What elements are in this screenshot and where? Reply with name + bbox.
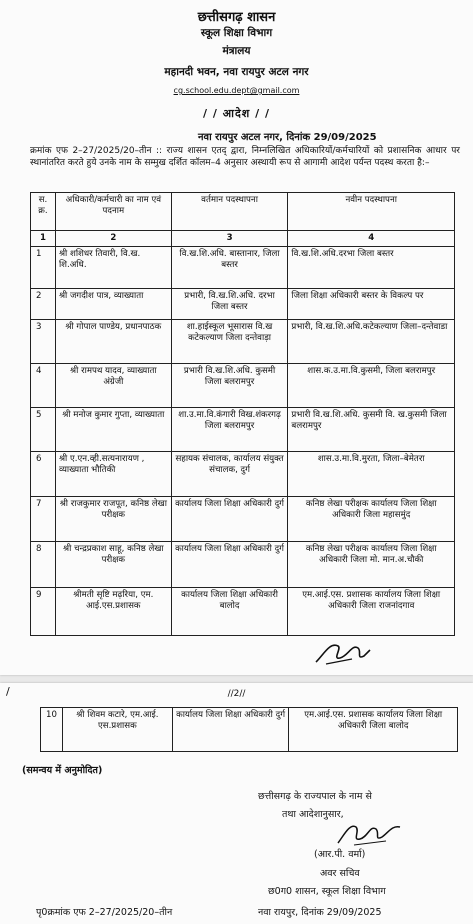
table-row: [31, 452, 455, 497]
serial-cell: 8: [31, 542, 56, 588]
name-cell: श्री रामपथ यादव, व्याख्याता अंग्रेजी: [55, 364, 171, 408]
department-heading: स्कूल शिक्षा विभाग: [200, 27, 273, 39]
order-dateline: नवा रायपुर अटल नगर, दिनांक 29/09/2025: [198, 132, 377, 143]
address-line: महानदी भवन, नवा रायपुर अटल नगर: [164, 66, 309, 78]
header-sr: स. क्र.: [31, 193, 56, 231]
signature-image: [312, 636, 374, 668]
order-line: तथा आदेशानुसार,: [282, 809, 344, 820]
current-posting-cell: कार्यालय जिला शिक्षा अधिकारी दुर्ग: [171, 542, 288, 588]
column-number: 2: [55, 231, 171, 247]
approval-note: (समन्वय में अनुमोदित): [22, 765, 103, 776]
name-cell: श्री शशिधर तिवारी, वि.ख. शि.अधि.: [55, 247, 171, 289]
serial-cell: 7: [31, 497, 56, 542]
serial-cell: 10: [41, 708, 63, 752]
table-row: [31, 542, 455, 588]
current-posting-cell: कार्यालय जिला शिक्षा अधिकारी दुर्ग: [171, 497, 288, 542]
order-body-text: क्रमांक एफ 2–27/2025/20–तीन :: राज्य शासन एतद् द्वारा, निम्नलिखित अधिकारियों/कर्मचारियों को प्रशासनिक आधार पर स्थानांतरित करते हुये उनके नाम के सम्मुख दर्शित कॉलम–4 अनुसार अस्थायी रूप से आगामी आदेश पर्यन्त पदस्थ करता है:–: [30, 146, 460, 168]
name-cell: श्री मनोज कुमार गुप्ता, व्याख्याता: [55, 408, 171, 452]
new-posting-cell: वि.ख.शि.अधि.दरभा जिला बस्तर: [288, 247, 455, 289]
signature-image: [334, 815, 408, 849]
column-number: 1: [31, 231, 56, 247]
serial-cell: 2: [31, 289, 56, 320]
signatory-department: छ0ग0 शासन, स्कूल शिक्षा विभाग: [268, 886, 386, 897]
new-posting-cell: शास.उ.मा.वि.मुरता, जिला–बेमेतरा: [288, 452, 455, 497]
endorsement-number: पृ0क्रमांक एफ 2–27/2025/20–तीन: [36, 907, 173, 918]
table-row: [31, 247, 455, 289]
name-cell: श्री राजकुमार राजपूत, कनिष्ठ लेखा परीक्षक: [55, 497, 171, 542]
current-posting-cell: कार्यालय जिला शिक्षा अधिकारी बालोद: [171, 588, 288, 636]
transfer-table: [30, 192, 455, 636]
name-cell: श्री गोपाल पाण्डेय, प्रधानपाठक: [55, 320, 171, 364]
name-cell: श्रीमती सृष्टि मढ़रिया, एम. आई.एस.प्रशासक: [55, 588, 171, 636]
signatory-post: अवर सचिव: [320, 868, 360, 879]
serial-cell: 9: [31, 588, 56, 636]
page-marker: //2//: [227, 689, 246, 699]
column-number: 3: [171, 231, 288, 247]
table-header-row: [31, 193, 455, 231]
new-posting-cell: कनिष्ठ लेखा परीक्षक कार्यालय जिला शिक्षा अधिकारी जिला मो. मान.अ.चौकी: [288, 542, 455, 588]
email-link[interactable]: cg.school.edu.dept@gmail.com: [173, 86, 300, 95]
name-cell: श्री शिवम कटारे, एम.आई. एस.प्रशासक: [62, 708, 172, 752]
transfer-table-continued: [40, 707, 458, 752]
margin-mark-icon: /: [6, 685, 10, 698]
header-name: अधिकारी/कर्मचारी का नाम एवं पदनाम: [55, 193, 171, 231]
header-new-posting: नवीन पदस्थापना: [288, 193, 455, 231]
serial-cell: 4: [31, 364, 56, 408]
new-posting-cell: एम.आई.एस. प्रशासक कार्यालय जिला शिक्षा अधिकारी जिला बालोद: [289, 708, 458, 752]
current-posting-cell: प्रभारी वि.ख.शि.अधि. कुसमी जिला बलरामपुर: [171, 364, 288, 408]
name-cell: श्री जगदीश पात्र, व्याख्याता: [55, 289, 171, 320]
new-posting-cell: एम.आई.एस. प्रशासक कार्यालय जिला शिक्षा अधिकारी जिला राजनांदगाव: [288, 588, 455, 636]
column-number: 4: [288, 231, 455, 247]
secretariat-heading: मंत्रालय: [222, 45, 251, 57]
order-title: / / आदेश / /: [203, 107, 270, 120]
table-row: [31, 497, 455, 542]
current-posting-cell: शा.हाईस्कूल भूसारास वि.ख कटेकल्याण जिला दन्तेवाड़ा: [171, 320, 288, 364]
order-page-2: [0, 683, 473, 924]
serial-cell: 1: [31, 247, 56, 289]
table-row: [31, 408, 455, 452]
new-posting-cell: कनिष्ठ लेखा परीक्षक कार्यालय जिला शिक्षा अधिकारी जिला महासमुंद: [288, 497, 455, 542]
endorsement-date: नवा रायपुर, दिनांक 29/09/2025: [258, 907, 382, 918]
current-posting-cell: वि.ख.शि.अधि. बास्तानार, जिला बस्तर: [171, 247, 288, 289]
table-row: [41, 708, 458, 752]
serial-cell: 3: [31, 320, 56, 364]
governor-line: छत्तीसगढ़ के राज्यपाल के नाम से: [258, 791, 372, 802]
new-posting-cell: प्रभारी, वि.ख.शि.अधि.कटेकल्याण जिला–दन्तेवाडा: [288, 320, 455, 364]
government-heading: छत्तीसगढ़ शासन: [197, 10, 276, 25]
new-posting-cell: प्रभारी वि.ख.शि.अधि. कुसमी वि. ख.कुसमी जिला बलरामपुर: [288, 408, 455, 452]
name-cell: श्री ए.एन.व्ही.सत्यनारायण , व्याख्याता भौतिकी: [55, 452, 171, 497]
table-row: [31, 320, 455, 364]
header-current-posting: वर्तमान पदस्थापना: [171, 193, 288, 231]
column-number-row: [31, 231, 455, 247]
serial-cell: 5: [31, 408, 56, 452]
table-row: [31, 289, 455, 320]
table-row: [31, 364, 455, 408]
new-posting-cell: शास.क.उ.मा.वि.कुसमी, जिला बलरामपुर: [288, 364, 455, 408]
current-posting-cell: सहायक संचालक, कार्यालय संयुक्त संचालक, दुर्ग: [171, 452, 288, 497]
name-cell: श्री चन्द्रप्रकाश साहू, कनिष्ठ लेखा परीक्षक: [55, 542, 171, 588]
serial-cell: 6: [31, 452, 56, 497]
current-posting-cell: शा.उ.मा.वि.कंगारी विख.शंकरगढ़ जिला बलरामपुर: [171, 408, 288, 452]
current-posting-cell: कार्यालय जिला शिक्षा अधिकारी दुर्ग: [172, 708, 289, 752]
current-posting-cell: प्रभारी, वि.ख.शि.अधि. दरभा जिला बस्तर: [171, 289, 288, 320]
table-row: [31, 588, 455, 636]
new-posting-cell: जिला शिक्षा अधिकारी बस्तर के विकल्प पर: [288, 289, 455, 320]
signatory-name: (आर.पी. वर्मा): [314, 849, 366, 860]
